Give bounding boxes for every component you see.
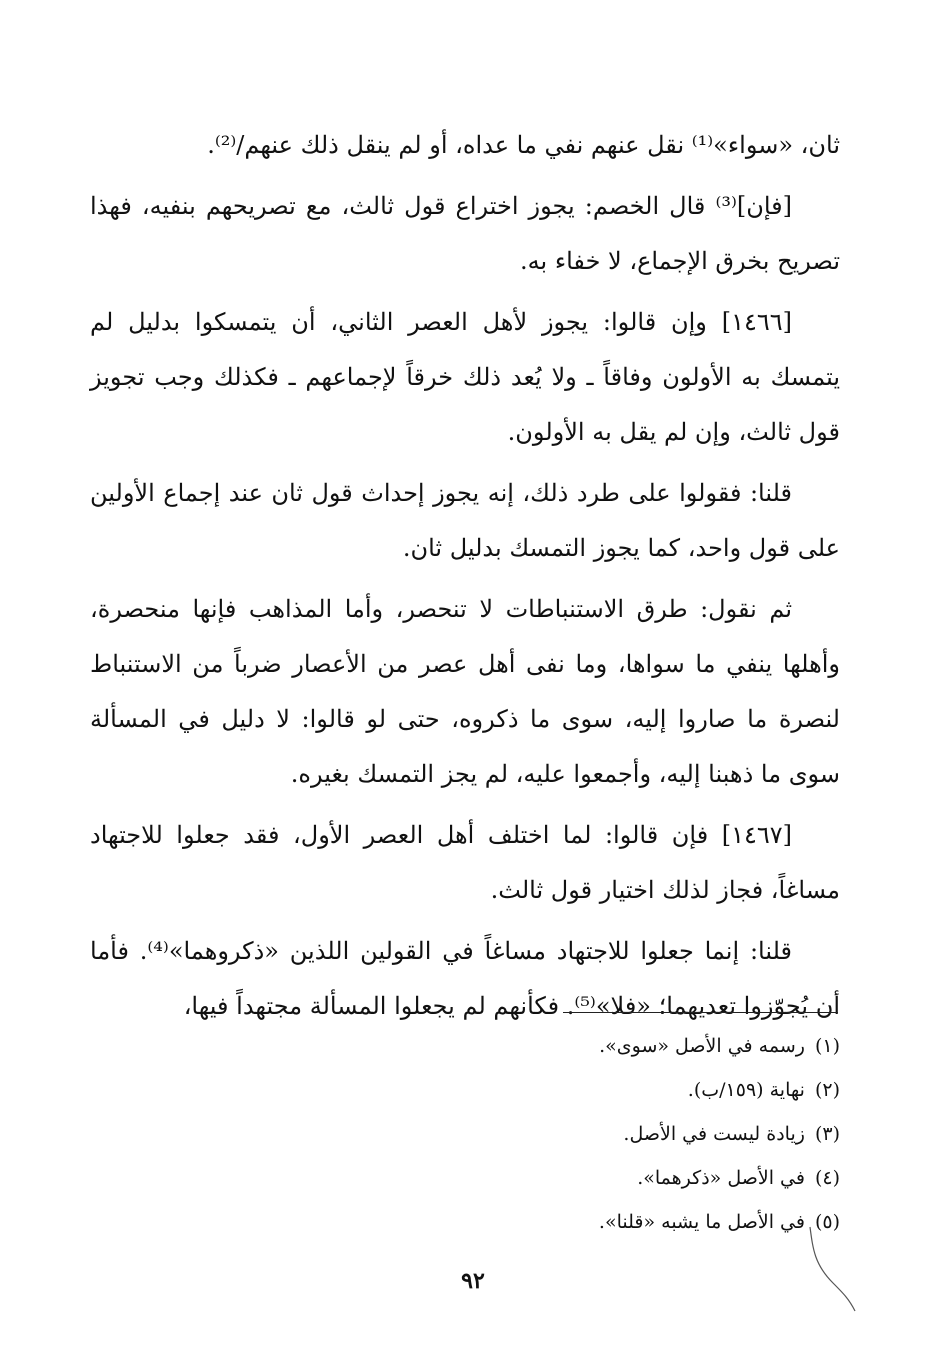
- paragraph-7: قلنا: إنما جعلوا للاجتهاد مساغاً في القولين اللذين «ذكروهما»⁽⁴⁾. فأما أن يُجوّزوا تعديهما؛ «فلا»⁽⁵⁾. فكأنهم لم يجعلوا المسألة مجتهداً فيها،: [90, 937, 840, 1020]
- paragraph-4: قلنا: فقولوا على طرد ذلك، إنه يجوز إحداث قول ثان عند إجماع الأولين على قول واحد، كما يجوز التمسك بدليل ثان.: [90, 479, 840, 562]
- footnote-number: (٢): [814, 1079, 840, 1101]
- footnotes: [300, 1024, 840, 1244]
- paragraph-6: [١٤٦٧] فإن قالوا: لما اختلف أهل العصر الأول، فقد جعلوا للاجتهاد مساغاً، فجاز لذلك اختيار قول ثالث.: [90, 821, 840, 904]
- footnote-text: في الأصل ما يشبه «قلنا».: [598, 1211, 805, 1233]
- footnote-3: [300, 1112, 840, 1156]
- footnote-number: (٤): [814, 1167, 840, 1189]
- footnote-4: [300, 1156, 840, 1200]
- footnote-1: [300, 1024, 840, 1068]
- paragraph-1: ثان، «سواء»⁽¹⁾ نقل عنهم نفي ما عداه، أو لم ينقل ذلك عنهم/⁽²⁾.: [207, 131, 840, 159]
- footnote-5: [300, 1200, 840, 1244]
- paragraph-3: [١٤٦٦] وإن قالوا: يجوز لأهل العصر الثاني، أن يتمسكوا بدليل لم يتمسك به الأولون وفاقاً ـ ولا يُعد ذلك خرقاً لإجماعهم ـ فكذلك وجب تجويز قول ثالث، وإن لم يقل به الأولون.: [90, 308, 840, 446]
- footnote-2: [300, 1068, 840, 1112]
- main-text: [90, 118, 840, 1040]
- paragraph-2: [فإن]⁽³⁾ قال الخصم: يجوز اختراع قول ثالث، مع تصريحهم بنفيه، فهذا تصريح بخرق الإجماع، لا خفاء به.: [90, 192, 840, 275]
- footnote-text: نهاية (١٥٩/ب).: [687, 1079, 805, 1101]
- page-number: ٩٢: [461, 1268, 485, 1294]
- footnote-number: (١): [814, 1035, 840, 1057]
- paragraph-5: ثم نقول: طرق الاستنباطات لا تنحصر، وأما المذاهب فإنها منحصرة، وأهلها ينفي ما سواها، وما نفى أهل عصر من الأعصار ضرباً من الاستنباط لنصرة ما صاروا إليه، سوى ما ذكروه، حتى لو قالوا: لا دليل في المسألة سوى ما ذهبنا إليه، وأجمعوا عليه، لم يجز التمسك بغيره.: [90, 595, 840, 788]
- footnote-number: (٥): [814, 1211, 840, 1233]
- footnote-text: زيادة ليست في الأصل.: [623, 1123, 805, 1145]
- footnote-number: (٣): [814, 1123, 840, 1145]
- footnote-text: في الأصل «ذكرهما».: [637, 1167, 805, 1189]
- footnote-text: رسمه في الأصل «سوى».: [599, 1035, 805, 1057]
- footnote-separator: [563, 1012, 838, 1013]
